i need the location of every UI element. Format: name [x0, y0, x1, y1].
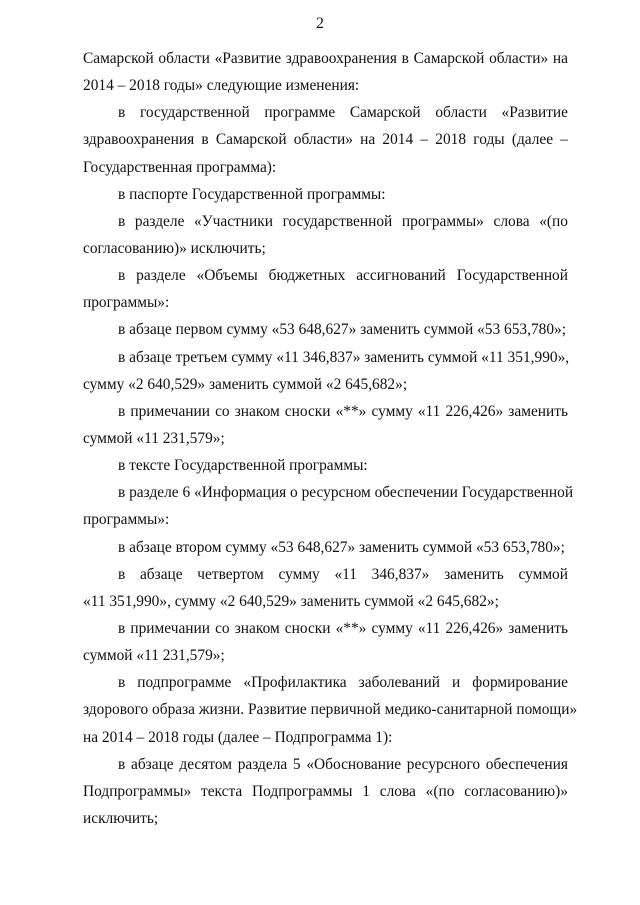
text-line: в абзаце четвертом сумму «11 346,837» заменить суммой: [118, 565, 568, 583]
text-line: в тексте Государственной программы:: [118, 457, 368, 475]
text-line: программы»:: [83, 294, 170, 312]
text-line: в абзаце десятом раздела 5 «Обоснование ресурсного обеспечения: [118, 755, 568, 773]
text-line: суммой «11 231,579»;: [83, 429, 225, 447]
text-line: в паспорте Государственной программы:: [118, 185, 386, 203]
text-line: «11 351,990», сумму «2 640,529» заменить суммой «2 645,682»;: [83, 592, 499, 610]
text-line: в абзаце втором сумму «53 648,627» заменить суммой «53 653,780»;: [118, 538, 565, 556]
text-line: здорового образа жизни. Развитие первичной медико-санитарной помощи»: [83, 701, 578, 719]
text-line: сумму «2 640,529» заменить суммой «2 645,682»;: [83, 375, 408, 393]
text-line: в государственной программе Самарской области «Развитие: [118, 104, 568, 122]
text-line: в абзаце третьем сумму «11 346,837» заменить суммой «11 351,990»,: [118, 348, 570, 366]
text-line: в подпрограмме «Профилактика заболеваний и формирование: [118, 674, 568, 692]
text-line: здравоохранения в Самарской области» на 2014 – 2018 годы (далее –: [83, 131, 568, 149]
text-line: согласованию)» исключить;: [83, 239, 266, 257]
text-line: на 2014 – 2018 годы (далее – Подпрограмма 1):: [83, 728, 393, 746]
document-body: [83, 45, 578, 832]
text-line: в примечании со знаком сноски «**» сумму «11 226,426» заменить: [118, 402, 568, 420]
text-line: 2014 – 2018 годы» следующие изменения:: [83, 77, 360, 95]
text-line: в примечании со знаком сноски «**» сумму «11 226,426» заменить: [118, 619, 568, 637]
text-line: в разделе «Объемы бюджетных ассигнований Государственной: [118, 267, 568, 285]
text-line: Подпрограммы» текста Подпрограммы 1 слова «(по согласованию)»: [83, 782, 568, 800]
text-line: исключить;: [83, 809, 159, 827]
text-line: программы»:: [83, 511, 170, 529]
text-line: в разделе 6 «Информация о ресурсном обеспечении Государственной: [118, 484, 574, 502]
text-line: в разделе «Участники государственной программы» слова «(по: [118, 212, 568, 230]
text-line: суммой «11 231,579»;: [83, 647, 225, 665]
text-line: в абзаце первом сумму «53 648,627» заменить суммой «53 653,780»;: [118, 321, 567, 339]
text-line: Государственная программа):: [83, 158, 277, 176]
text-line: Самарской области «Развитие здравоохранения в Самарской области» на: [83, 50, 568, 67]
page-number: 2: [316, 15, 324, 32]
